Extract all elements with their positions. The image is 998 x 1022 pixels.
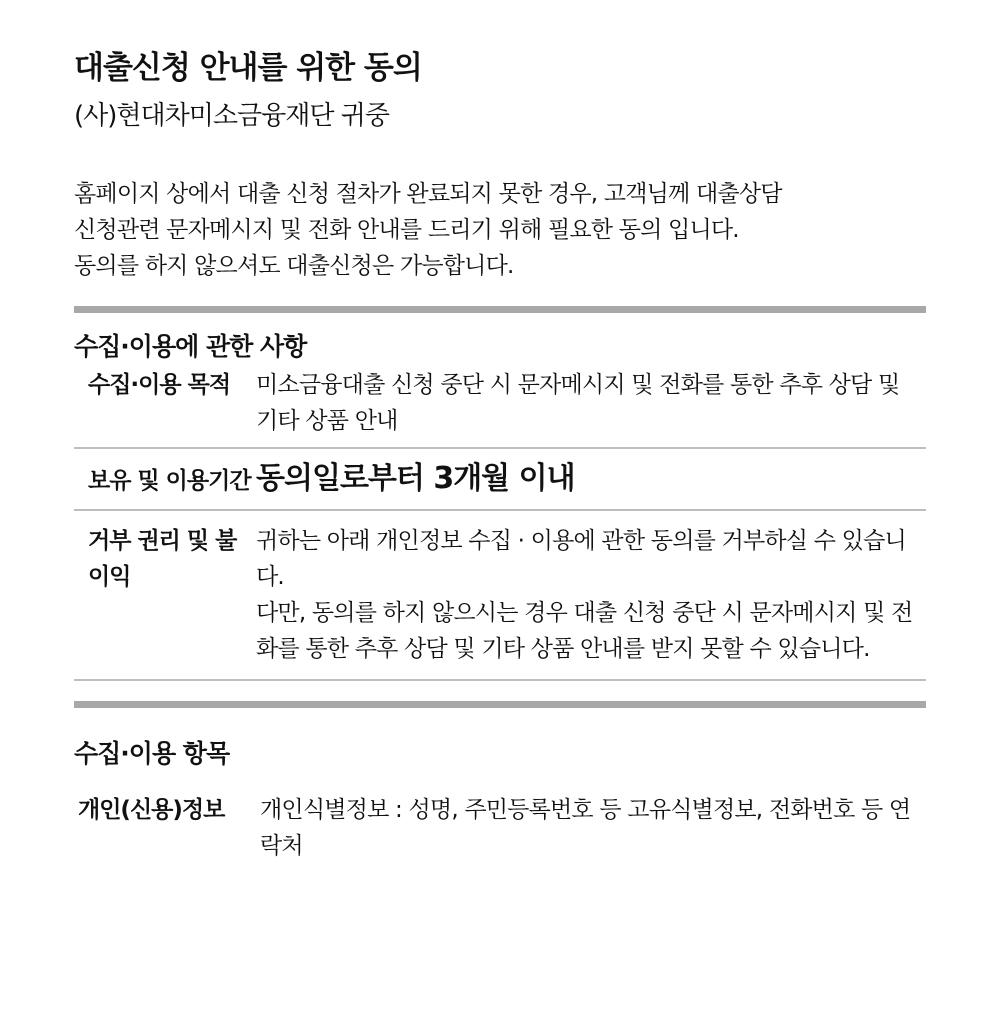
collection-items-table: [74, 792, 926, 864]
intro-line: 신청관련 문자메시지 및 전화 안내를 드리기 위해 필요한 동의 입니다.: [74, 217, 739, 243]
intro-line: 동의를 하지 않으셔도 대출신청은 가능합니다.: [74, 253, 514, 279]
table-row: [74, 448, 926, 510]
refusal-rights-label: 거부 권리 및 불이익: [74, 510, 256, 680]
recipient-line: (사)현대차미소금융재단 귀중: [74, 101, 389, 131]
table-row: [74, 510, 926, 680]
refusal-rights-text: 귀하는 아래 개인정보 수집 · 이용에 관한 동의를 거부하실 수 있습니다.: [256, 528, 906, 590]
refusal-rights-value: [256, 510, 926, 680]
refusal-consequence-text: 다만, 동의를 하지 않으시는 경우 대출 신청 중단 시 문자메시지 및 전화를 통한 추후 상담 및 기타 상품 안내를 받지 못할 수 있습니다.: [256, 600, 913, 662]
personal-info-value: 개인식별정보 : 성명, 주민등록번호 등 고유식별정보, 전화번호 등 연락처: [260, 797, 911, 859]
table-row: [74, 367, 926, 448]
retention-period-value: 동의일로부터 3개월 이내: [256, 448, 926, 510]
retention-period-label: 보유 및 이용기간: [74, 448, 256, 510]
personal-info-label: 개인(신용)정보: [78, 797, 225, 823]
purpose-value: 미소금융대출 신청 중단 시 문자메시지 및 전화를 통한 추후 상담 및 기타 상품 안내: [256, 367, 926, 448]
table-row: [74, 792, 926, 864]
intro-line: 홈페이지 상에서 대출 신청 절차가 완료되지 못한 경우, 고객님께 대출상담: [74, 181, 782, 207]
intro-paragraph: [74, 176, 926, 284]
purpose-label: 수집·이용 목적: [74, 367, 256, 448]
section-divider: [74, 306, 926, 313]
collection-use-table: [74, 367, 926, 681]
collection-items-heading: 수집·이용 항목: [74, 739, 230, 768]
collection-use-heading: 수집·이용에 관한 사항: [74, 332, 307, 361]
section-divider: [74, 701, 926, 708]
page-title: 대출신청 안내를 위한 동의: [74, 50, 422, 86]
